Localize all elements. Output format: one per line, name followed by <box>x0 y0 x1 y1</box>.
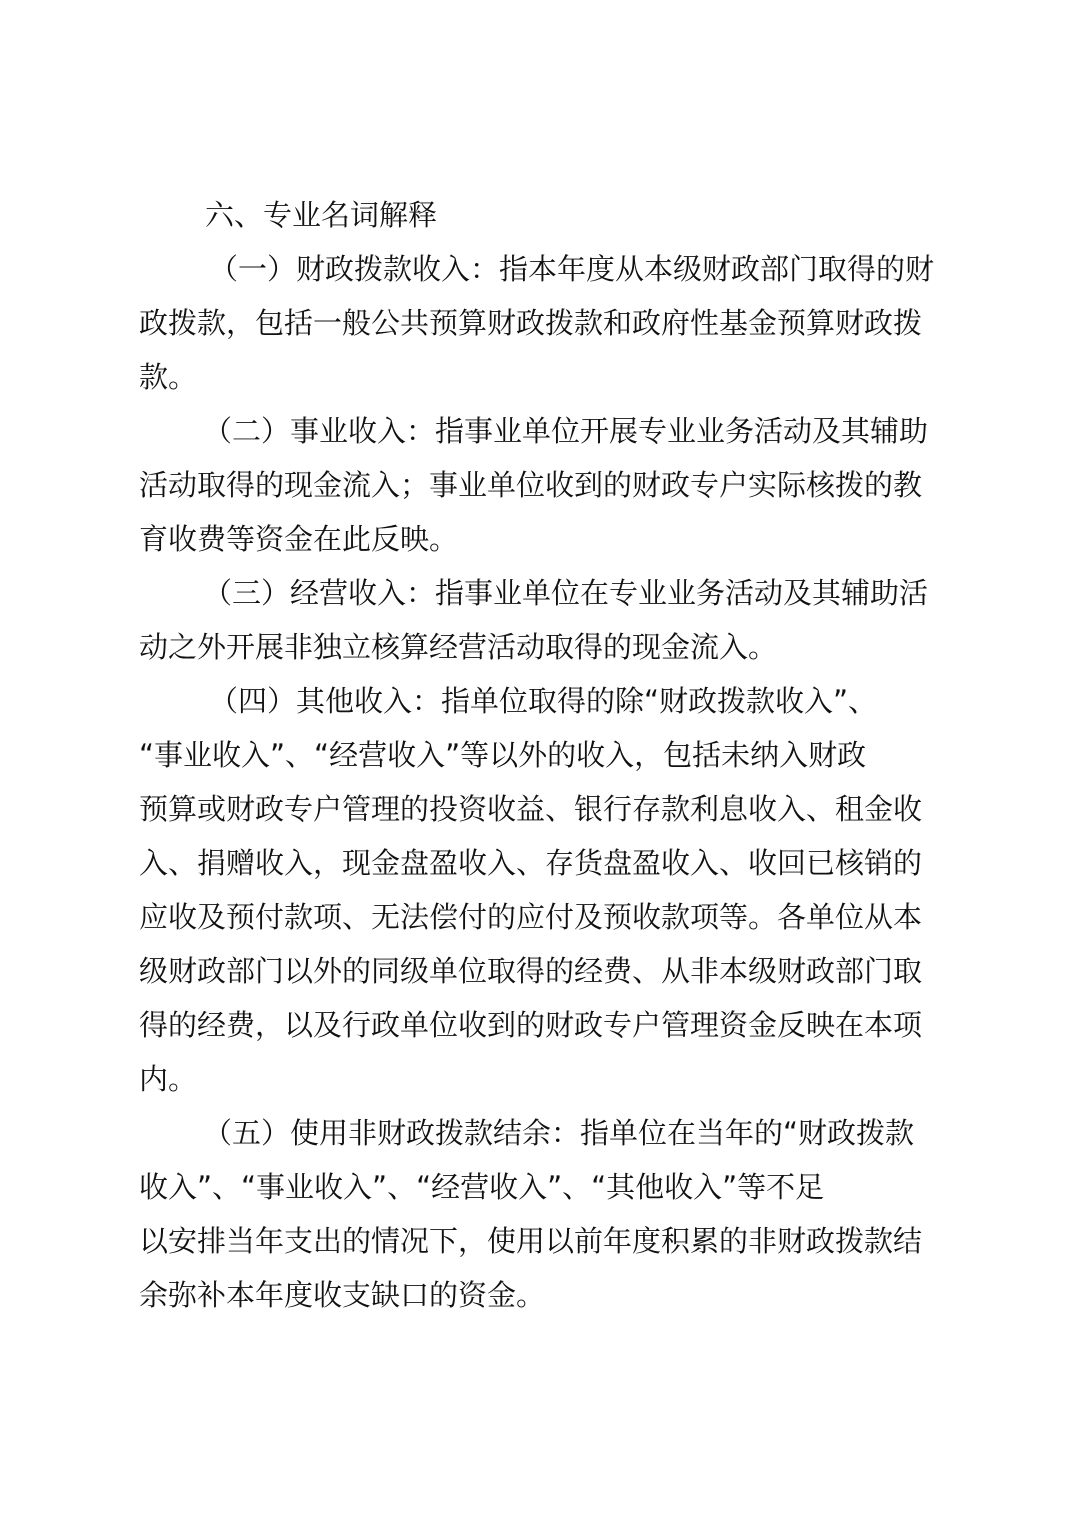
paragraph-business-income <box>139 404 939 566</box>
paragraph-line: “事业收入”、“经营收入”等以外的收入，包括未纳入财政 <box>139 738 867 772</box>
paragraph-line: 活动取得的现金流入；事业单位收到的财政专户实际核拨的教 <box>139 468 923 502</box>
paragraph-line: 余弥补本年度收支缺口的资金。 <box>139 1278 546 1312</box>
paragraph-line: 预算或财政专户管理的投资收益、银行存款利息收入、租金收 <box>139 792 923 826</box>
paragraph-line: 动之外开展非独立核算经营活动取得的现金流入。 <box>139 630 778 664</box>
paragraph-line: 收入”、“事业收入”、“经营收入”、“其他收入”等不足 <box>139 1170 825 1204</box>
section-heading: 六、专业名词解释 <box>205 198 438 232</box>
paragraph-line: 得的经费，以及行政单位收到的财政专户管理资金反映在本项 <box>139 1008 923 1042</box>
paragraph-line: （三）经营收入：指事业单位在专业业务活动及其辅助活 <box>203 576 929 610</box>
paragraph-line: （五）使用非财政拨款结余：指单位在当年的“财政拨款 <box>203 1116 915 1150</box>
paragraph-line: 内。 <box>139 1062 198 1096</box>
paragraph-line: 以安排当年支出的情况下，使用以前年度积累的非财政拨款结 <box>139 1224 923 1258</box>
paragraph-line: 入、捐赠收入，现金盘盈收入、存货盘盈收入、收回已核销的 <box>139 846 923 880</box>
paragraph-non-fiscal-surplus-use <box>139 1106 939 1322</box>
paragraph-line: 级财政部门以外的同级单位取得的经费、从非本级财政部门取 <box>139 954 923 988</box>
paragraph-line: 育收费等资金在此反映。 <box>139 522 459 556</box>
paragraph-operating-income <box>139 566 939 674</box>
paragraph-line: 应收及预付款项、无法偿付的应付及预收款项等。各单位从本 <box>139 900 923 934</box>
paragraph-line: （一）财政拨款收入：指本年度从本级财政部门取得的财 <box>209 252 935 286</box>
paragraph-other-income <box>139 674 939 1106</box>
paragraph-line: （四）其他收入：指单位取得的除“财政拨款收入”、 <box>209 684 878 718</box>
paragraph-line: 款。 <box>139 360 198 394</box>
paragraph-line: 政拨款，包括一般公共预算财政拨款和政府性基金预算财政拨 <box>139 306 923 340</box>
document-body <box>139 188 939 1322</box>
paragraph-fiscal-appropriation-income <box>139 242 939 404</box>
paragraph-line: （二）事业收入：指事业单位开展专业业务活动及其辅助 <box>203 414 929 448</box>
